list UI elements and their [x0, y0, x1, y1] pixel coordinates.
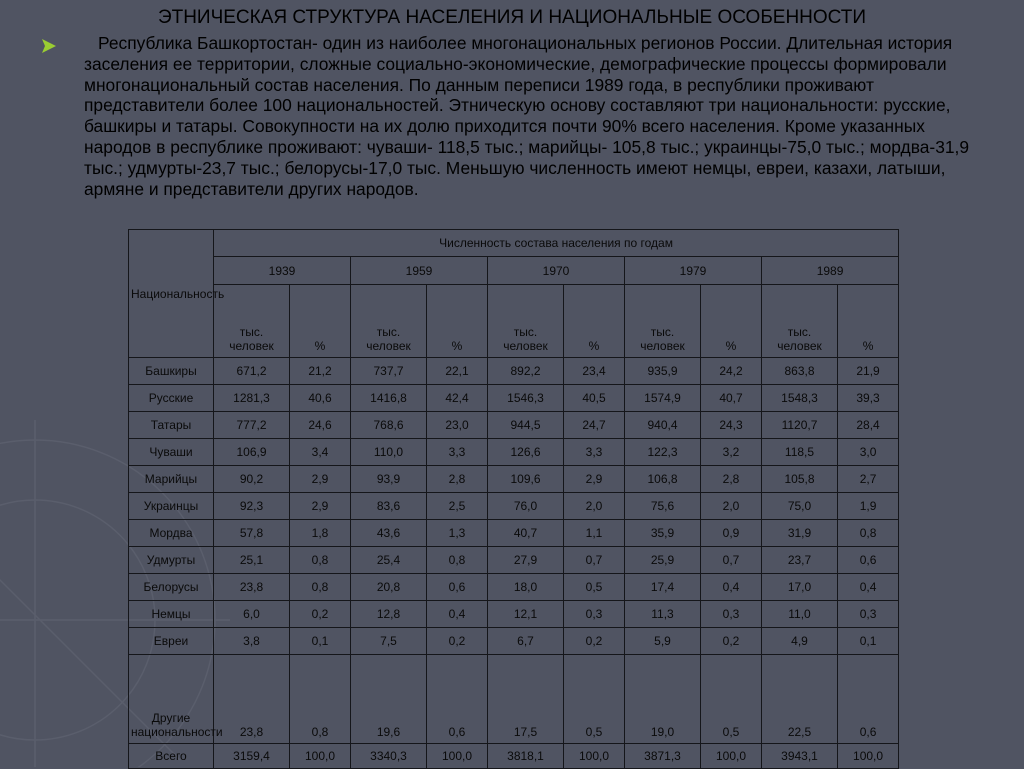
nationality-name: Всего: [129, 744, 214, 769]
table-row: [129, 358, 899, 385]
value-percent: 39,3: [838, 385, 899, 412]
nationality-header: Национальность: [129, 230, 214, 358]
table-row-total: [129, 744, 899, 769]
value-thousand: 43,6: [351, 520, 427, 547]
value-percent: 24,6: [290, 412, 351, 439]
value-thousand: 768,6: [351, 412, 427, 439]
value-percent: 0,1: [838, 628, 899, 655]
value-thousand: 75,6: [625, 493, 701, 520]
value-thousand: 23,8: [214, 655, 290, 744]
year-header: 1959: [351, 257, 488, 285]
value-percent: 0,3: [564, 601, 625, 628]
value-thousand: 31,9: [762, 520, 838, 547]
nationality-name: Русские: [129, 385, 214, 412]
value-thousand: 944,5: [488, 412, 564, 439]
value-percent: 0,6: [838, 655, 899, 744]
value-percent: 0,3: [701, 601, 762, 628]
value-thousand: 17,4: [625, 574, 701, 601]
value-thousand: 671,2: [214, 358, 290, 385]
nationality-name: Чуваши: [129, 439, 214, 466]
value-percent: 42,4: [427, 385, 488, 412]
year-header: 1989: [762, 257, 899, 285]
value-percent: 0,8: [838, 520, 899, 547]
value-thousand: 3159,4: [214, 744, 290, 769]
value-percent: 100,0: [564, 744, 625, 769]
value-percent: 100,0: [427, 744, 488, 769]
table-row: [129, 574, 899, 601]
value-percent: 0,9: [701, 520, 762, 547]
unit-thousand-header: тыс. человек: [351, 285, 427, 358]
value-percent: 0,5: [564, 655, 625, 744]
table-row: [129, 601, 899, 628]
nationality-name: Башкиры: [129, 358, 214, 385]
slide-title: ЭТНИЧЕСКАЯ СТРУКТУРА НАСЕЛЕНИЯ И НАЦИОНАЛЬНЫЕ ОСОБЕННОСТИ: [157, 7, 867, 28]
value-percent: 0,2: [564, 628, 625, 655]
nationality-name: Немцы: [129, 601, 214, 628]
value-thousand: 75,0: [762, 493, 838, 520]
year-header: 1970: [488, 257, 625, 285]
value-thousand: 57,8: [214, 520, 290, 547]
unit-thousand-header: тыс. человек: [762, 285, 838, 358]
value-percent: 100,0: [290, 744, 351, 769]
value-thousand: 3340,3: [351, 744, 427, 769]
value-percent: 2,9: [290, 466, 351, 493]
value-thousand: 122,3: [625, 439, 701, 466]
value-thousand: 92,3: [214, 493, 290, 520]
value-percent: 2,0: [564, 493, 625, 520]
value-percent: 2,9: [290, 493, 351, 520]
value-percent: 0,5: [564, 574, 625, 601]
value-thousand: 3,8: [214, 628, 290, 655]
year-header: 1939: [214, 257, 351, 285]
value-thousand: 20,8: [351, 574, 427, 601]
value-percent: 24,2: [701, 358, 762, 385]
nationality-name: Украинцы: [129, 493, 214, 520]
value-thousand: 7,5: [351, 628, 427, 655]
value-thousand: 106,8: [625, 466, 701, 493]
table-row: [129, 547, 899, 574]
value-percent: 0,5: [701, 655, 762, 744]
value-thousand: 18,0: [488, 574, 564, 601]
value-percent: 3,3: [427, 439, 488, 466]
value-thousand: 106,9: [214, 439, 290, 466]
value-thousand: 6,0: [214, 601, 290, 628]
value-thousand: 777,2: [214, 412, 290, 439]
value-thousand: 25,4: [351, 547, 427, 574]
value-percent: 0,8: [290, 655, 351, 744]
value-percent: 0,2: [290, 601, 351, 628]
value-thousand: 3871,3: [625, 744, 701, 769]
table-row-other: [129, 655, 899, 744]
unit-thousand-header: тыс. человек: [625, 285, 701, 358]
value-thousand: 25,9: [625, 547, 701, 574]
group-header: Численность состава населения по годам: [214, 230, 899, 257]
value-percent: 0,6: [427, 574, 488, 601]
value-thousand: 110,0: [351, 439, 427, 466]
value-percent: 2,8: [427, 466, 488, 493]
value-percent: 0,7: [701, 547, 762, 574]
value-thousand: 118,5: [762, 439, 838, 466]
value-percent: 2,8: [701, 466, 762, 493]
value-thousand: 1574,9: [625, 385, 701, 412]
value-thousand: 35,9: [625, 520, 701, 547]
value-percent: 1,1: [564, 520, 625, 547]
value-thousand: 76,0: [488, 493, 564, 520]
value-percent: 0,6: [838, 547, 899, 574]
value-thousand: 23,7: [762, 547, 838, 574]
unit-percent-header: %: [701, 285, 762, 358]
value-percent: 3,3: [564, 439, 625, 466]
value-percent: 1,8: [290, 520, 351, 547]
value-thousand: 12,8: [351, 601, 427, 628]
value-percent: 0,6: [427, 655, 488, 744]
value-percent: 100,0: [701, 744, 762, 769]
value-percent: 40,5: [564, 385, 625, 412]
value-thousand: 105,8: [762, 466, 838, 493]
value-percent: 28,4: [838, 412, 899, 439]
value-thousand: 83,6: [351, 493, 427, 520]
nationality-name: Другие национальности: [129, 655, 214, 744]
nationality-name: Татары: [129, 412, 214, 439]
value-percent: 23,0: [427, 412, 488, 439]
value-percent: 24,3: [701, 412, 762, 439]
value-percent: 2,5: [427, 493, 488, 520]
value-thousand: 1546,3: [488, 385, 564, 412]
value-percent: 0,8: [427, 547, 488, 574]
value-percent: 0,7: [564, 547, 625, 574]
value-thousand: 1548,3: [762, 385, 838, 412]
value-thousand: 23,8: [214, 574, 290, 601]
value-thousand: 11,0: [762, 601, 838, 628]
value-thousand: 17,0: [762, 574, 838, 601]
value-percent: 1,3: [427, 520, 488, 547]
value-thousand: 17,5: [488, 655, 564, 744]
value-thousand: 11,3: [625, 601, 701, 628]
nationality-name: Удмурты: [129, 547, 214, 574]
value-percent: 0,1: [290, 628, 351, 655]
value-percent: 21,2: [290, 358, 351, 385]
value-thousand: 935,9: [625, 358, 701, 385]
year-header: 1979: [625, 257, 762, 285]
value-thousand: 3818,1: [488, 744, 564, 769]
nationality-name: Евреи: [129, 628, 214, 655]
nationality-name: Марийцы: [129, 466, 214, 493]
value-thousand: 940,4: [625, 412, 701, 439]
value-thousand: 863,8: [762, 358, 838, 385]
unit-percent-header: %: [838, 285, 899, 358]
table-row: [129, 628, 899, 655]
unit-thousand-header: тыс. человек: [214, 285, 290, 358]
value-percent: 2,0: [701, 493, 762, 520]
value-percent: 23,4: [564, 358, 625, 385]
value-percent: 22,1: [427, 358, 488, 385]
table-row: [129, 439, 899, 466]
value-thousand: 1416,8: [351, 385, 427, 412]
value-percent: 100,0: [838, 744, 899, 769]
value-thousand: 892,2: [488, 358, 564, 385]
value-thousand: 737,7: [351, 358, 427, 385]
value-percent: 40,6: [290, 385, 351, 412]
value-percent: 1,9: [838, 493, 899, 520]
value-thousand: 109,6: [488, 466, 564, 493]
nationality-name: Белорусы: [129, 574, 214, 601]
unit-percent-header: %: [290, 285, 351, 358]
unit-percent-header: %: [564, 285, 625, 358]
value-percent: 0,3: [838, 601, 899, 628]
value-percent: 2,9: [564, 466, 625, 493]
value-thousand: 40,7: [488, 520, 564, 547]
value-percent: 0,2: [701, 628, 762, 655]
value-percent: 3,0: [838, 439, 899, 466]
table-row: [129, 412, 899, 439]
value-thousand: 27,9: [488, 547, 564, 574]
value-percent: 0,8: [290, 547, 351, 574]
value-percent: 3,2: [701, 439, 762, 466]
value-percent: 0,8: [290, 574, 351, 601]
value-percent: 21,9: [838, 358, 899, 385]
value-thousand: 25,1: [214, 547, 290, 574]
value-percent: 40,7: [701, 385, 762, 412]
value-thousand: 22,5: [762, 655, 838, 744]
table-row: [129, 385, 899, 412]
intro-paragraph: Республика Башкортостан- один из наиболее многонациональных регионов России. Длительная история заселения ее территории, сложные социально-экономические, демографические процессы формировали многонациональный состав населения. По данным переписи 1989 года, в республики проживают представители более 100 национальностей. Этническую основу составляют три национальности: русские, башкиры и татары. Совокупности на их долю приходится почти 90% всего населения. Кроме указанных народов в республике проживают: чуваши- 118,5 тыс.; марийцы- 105,8 тыс.; украинцы-75,0 тыс.; мордва-31,9 тыс.; удмурты-23,7 тыс.; белорусы-17,0 тыс. Меньшую численность имеют немцы, евреи, казахи, латыши, армяне и представители других народов.: [84, 33, 970, 199]
unit-percent-header: %: [427, 285, 488, 358]
value-percent: 24,7: [564, 412, 625, 439]
value-percent: 0,2: [427, 628, 488, 655]
unit-thousand-header: тыс. человек: [488, 285, 564, 358]
value-thousand: 1281,3: [214, 385, 290, 412]
value-thousand: 4,9: [762, 628, 838, 655]
value-thousand: 19,0: [625, 655, 701, 744]
table-row: [129, 466, 899, 493]
value-thousand: 19,6: [351, 655, 427, 744]
nationality-name: Мордва: [129, 520, 214, 547]
table-row: [129, 520, 899, 547]
value-thousand: 93,9: [351, 466, 427, 493]
value-thousand: 12,1: [488, 601, 564, 628]
value-percent: 0,4: [838, 574, 899, 601]
value-thousand: 6,7: [488, 628, 564, 655]
value-percent: 0,4: [427, 601, 488, 628]
value-thousand: 90,2: [214, 466, 290, 493]
bullet-arrow-icon: [40, 37, 58, 55]
value-thousand: 5,9: [625, 628, 701, 655]
value-percent: 3,4: [290, 439, 351, 466]
value-thousand: 1120,7: [762, 412, 838, 439]
table-row: [129, 493, 899, 520]
population-table: [128, 229, 899, 769]
value-percent: 2,7: [838, 466, 899, 493]
value-thousand: 126,6: [488, 439, 564, 466]
value-thousand: 3943,1: [762, 744, 838, 769]
value-percent: 0,4: [701, 574, 762, 601]
